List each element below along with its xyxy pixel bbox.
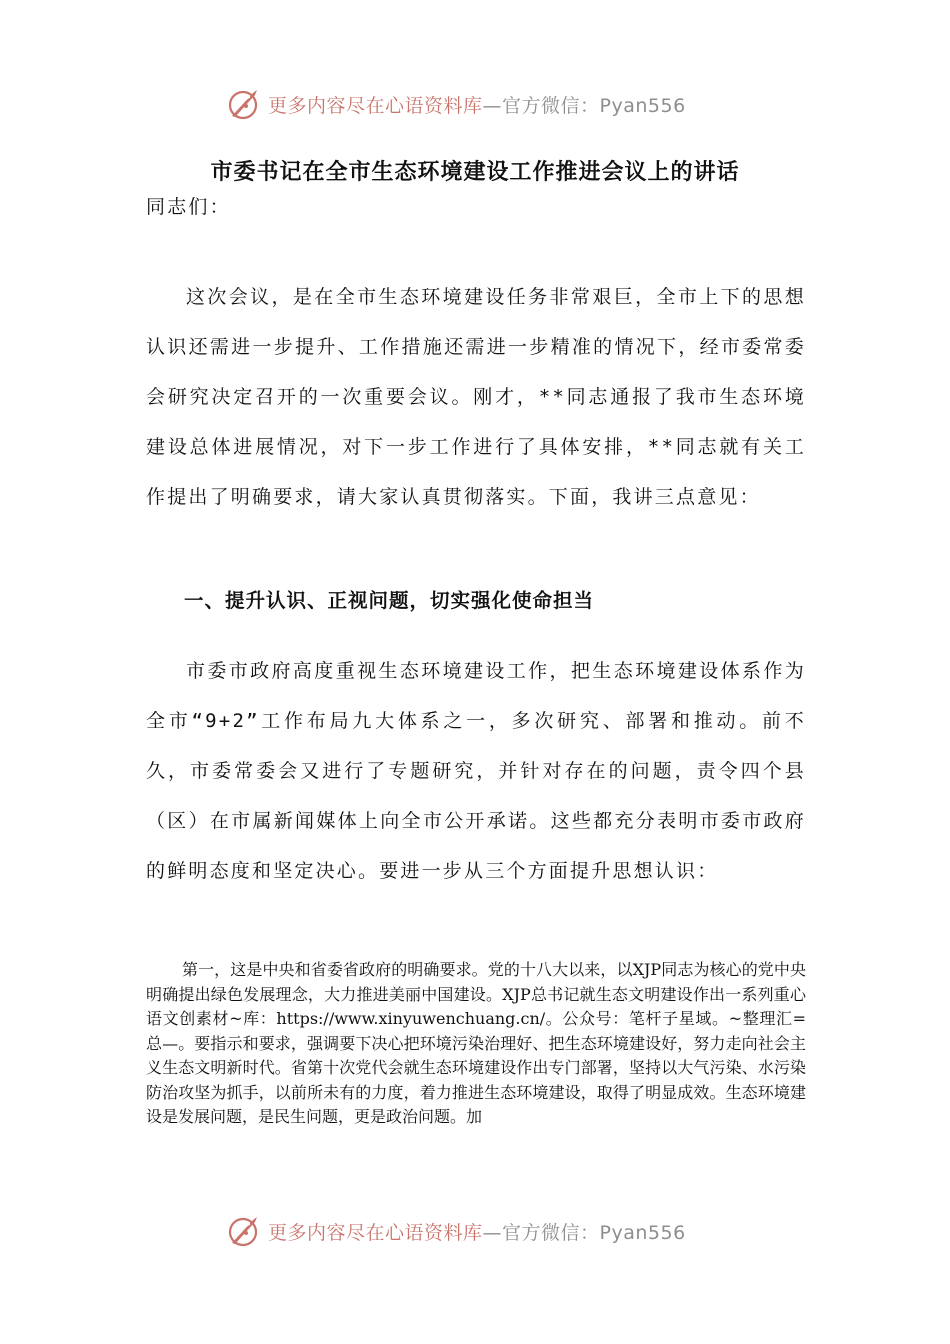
watermark-banner-top: [226, 84, 726, 124]
document-title: 市委书记在全市生态环境建设工作推进会议上的讲话: [210, 160, 740, 185]
watermark-banner-bottom: [226, 1211, 726, 1251]
salutation: 同志们：: [146, 196, 231, 218]
watermark-text: [268, 1218, 686, 1245]
quill-pen-logo-icon: [226, 1213, 262, 1249]
watermark-text: [268, 91, 686, 118]
quill-pen-logo-icon: [226, 86, 262, 122]
paragraph-first-point: 第一，这是中央和省委省政府的明确要求。党的十八大以来，以XJP同志为核心的党中央明确提出绿色发展理念，大力推进美丽中国建设。XJP总书记就生态文明建设作出一系列重心语文创素材~库：https://www.xinyuwenchuang.cn/。公众号：笔杆子星域。~整理汇=总—。要指示和要求，强调要下决心把环境污染治理好、把生态环境建设好，努力走向社会主义生态文明新时代。省第十次党代会就生态环境建设作出专门部署，坚持以大气污染、水污染防治攻坚为抓手，以前所未有的力度，着力推进生态环境建设，取得了明显成效。生态环境建设是发展问题，是民生问题，更是政治问题。加: [146, 960, 806, 1126]
paragraph-opening: 这次会议，是在全市生态环境建设任务非常艰巨，全市上下的思想认识还需进一步提升、工作措施还需进一步精准的情况下，经市委常委会研究决定召开的一次重要会议。刚才，**同志通报了我市生态环境建设总体进展情况，对下一步工作进行了具体安排，**同志就有关工作提出了明确要求，请大家认真贯彻落实。下面，我讲三点意见：: [146, 286, 806, 508]
watermark-wechat-text: —官方微信：Pyan556: [482, 1221, 686, 1244]
watermark-wechat-text: —官方微信：Pyan556: [482, 94, 686, 117]
watermark-main-text: 更多内容尽在心语资料库: [268, 94, 483, 117]
watermark-main-text: 更多内容尽在心语资料库: [268, 1221, 483, 1244]
paragraph-section1-intro: 市委市政府高度重视生态环境建设工作，把生态环境建设体系作为全市“9+2”工作布局九大体系之一，多次研究、部署和推动。前不久，市委常委会又进行了专题研究，并针对存在的问题，责令四个县（区）在市属新闻媒体上向全市公开承诺。这些都充分表明市委市政府的鲜明态度和坚定决心。要进一步从三个方面提升思想认识：: [146, 660, 806, 882]
section-heading-1: 一、提升认识、正视问题，切实强化使命担当: [184, 589, 595, 612]
